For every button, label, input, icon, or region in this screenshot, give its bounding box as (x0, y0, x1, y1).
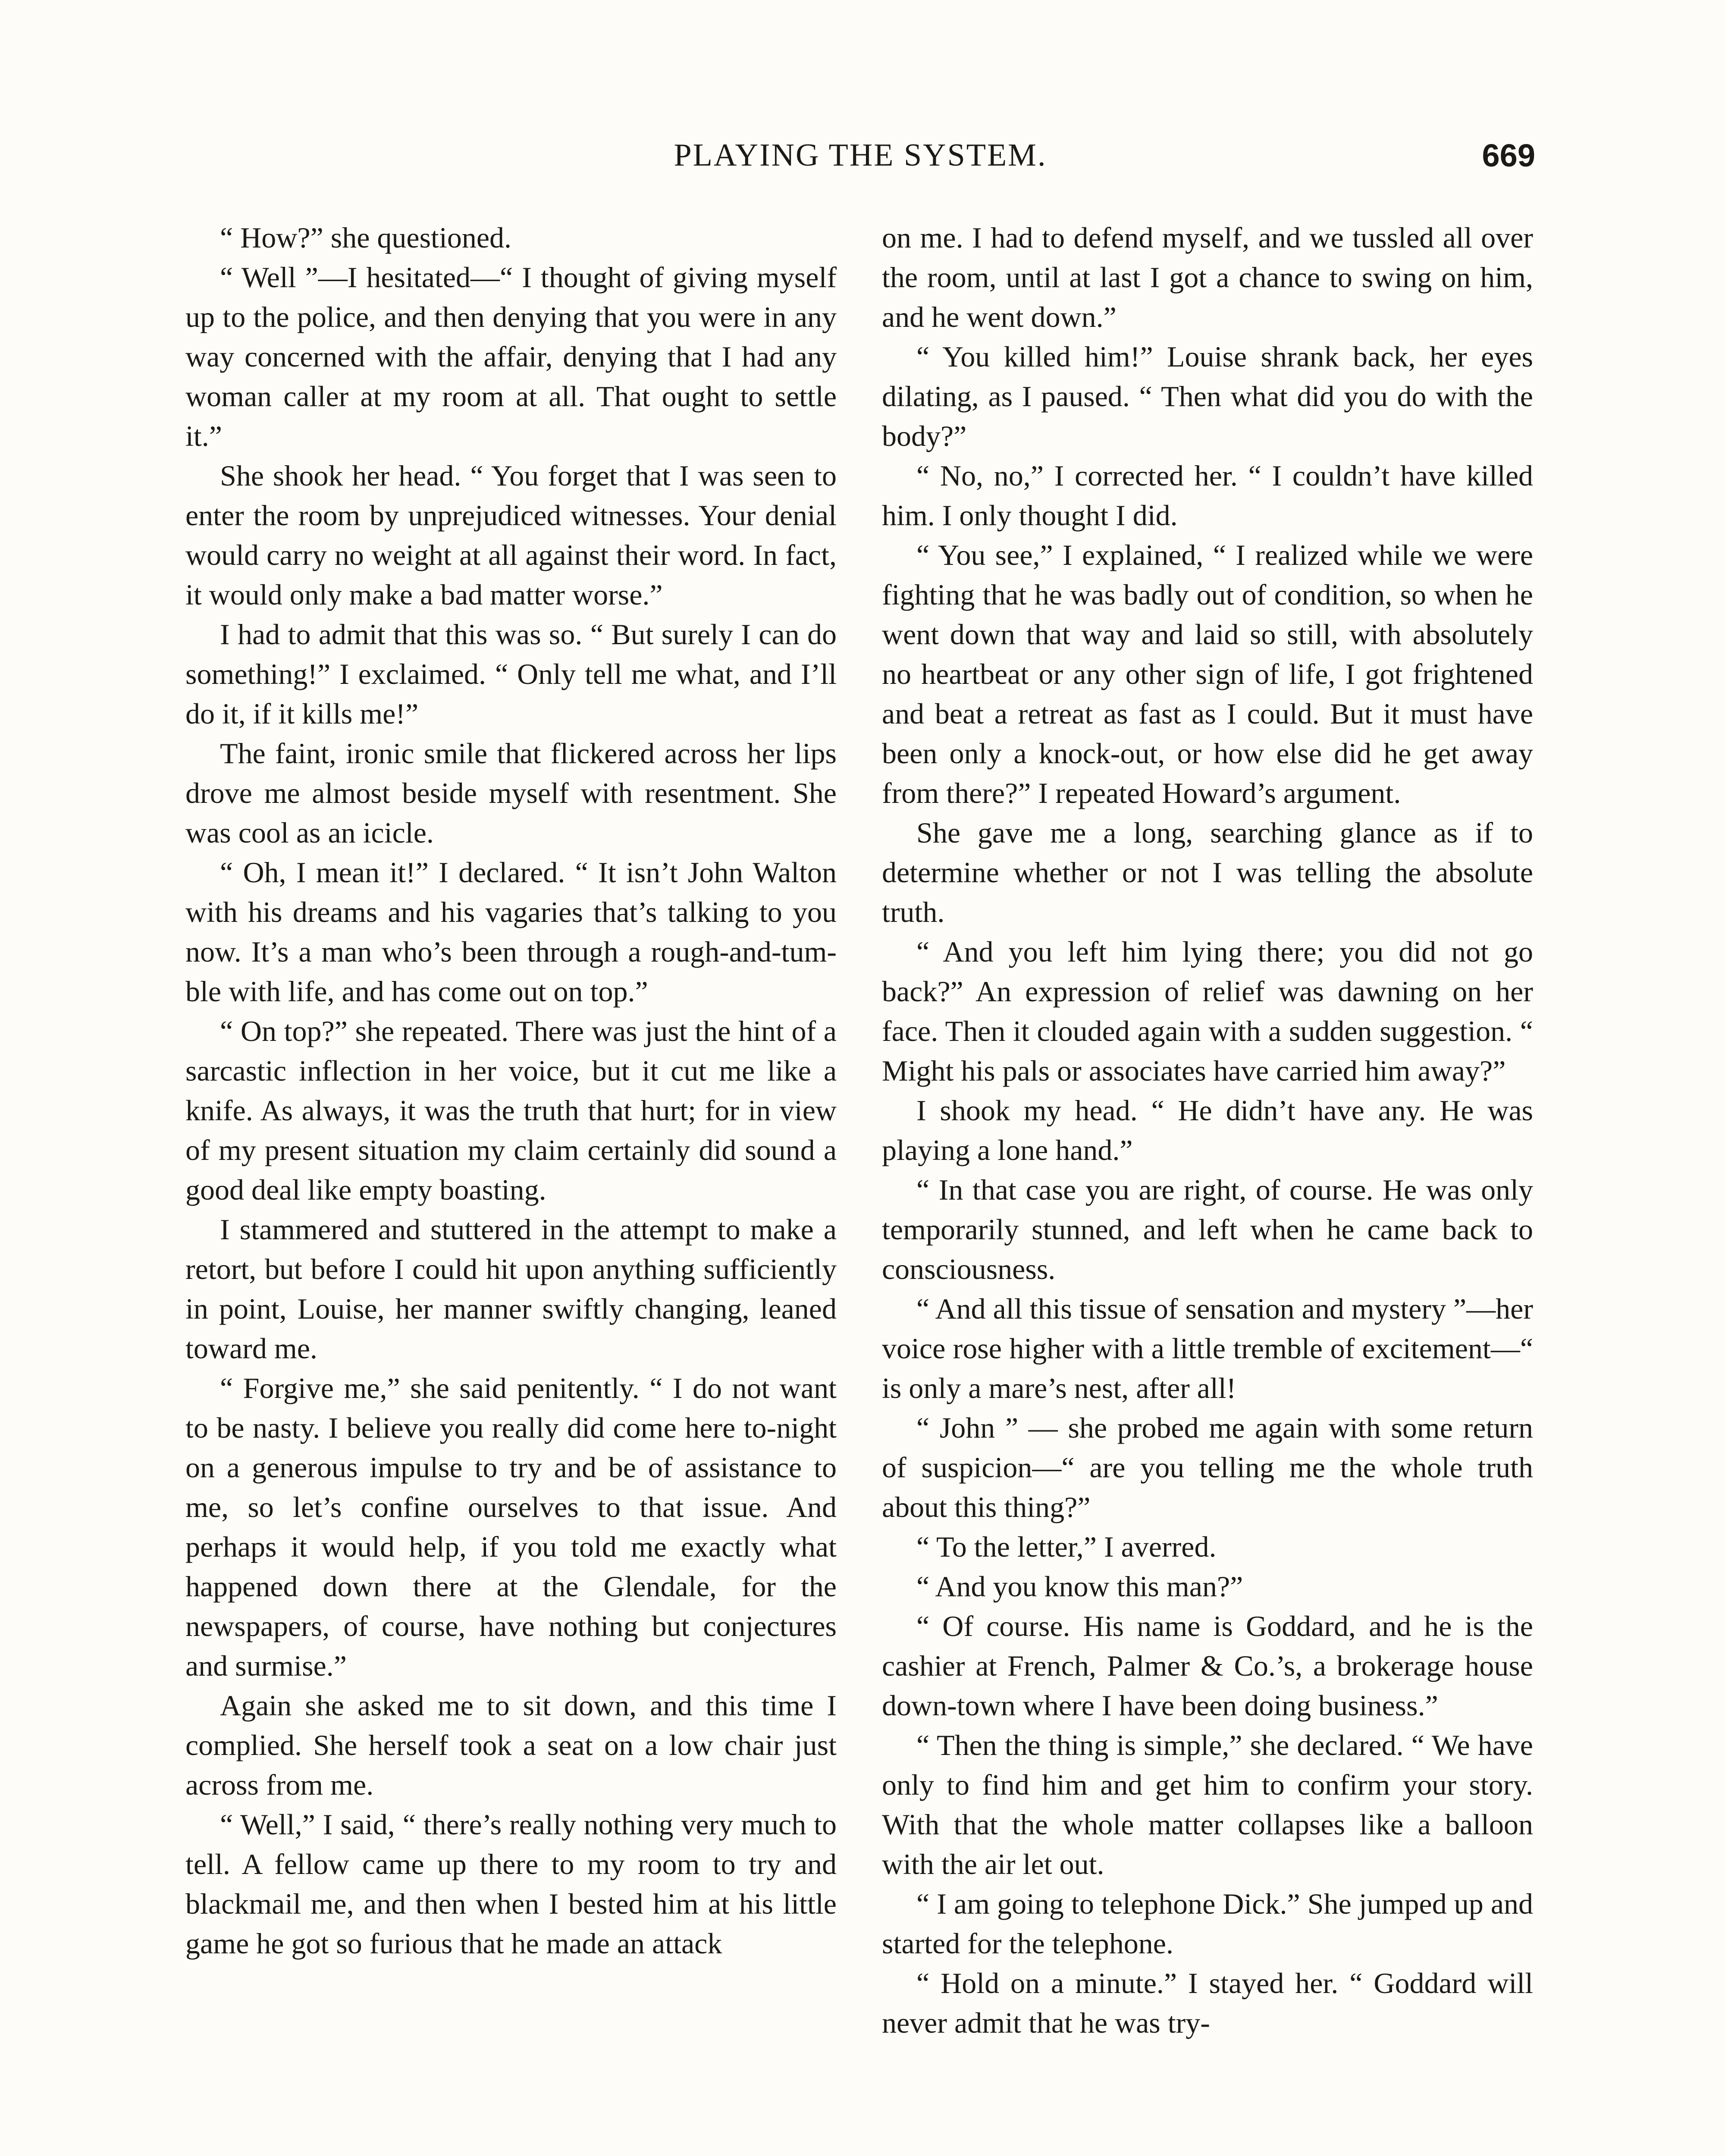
paragraph: She shook her head. “ You forget that I was seen to enter the room by unprejudiced witnesses. Your denial would carry no weight at all against their word. In fact, it would only make a bad matter worse.” (185, 459, 837, 611)
paragraph: “ In that case you are right, of course. He was only temporarily stunned, and left when he came back to consciousness. (882, 1173, 1533, 1285)
paragraph: “ No, no,” I corrected her. “ I couldn’t have killed him. I only thought I did. (882, 459, 1533, 532)
paragraph: “ Of course. His name is Goddard, and he is the cashier at French, Palmer & Co.’s, a brokerage house down-town where I have been doing business.” (882, 1610, 1533, 1722)
paragraph: “ Well ”—I hesitated—“ I thought of giving myself up to the police, and then denying that you were in any way concerned with the affair, denying that I had any woman caller at my room at all. That ought to settle it.” (185, 261, 837, 452)
paragraph: “ To the letter,” I averred. (916, 1530, 1217, 1563)
paragraph: The faint, ironic smile that flickered across her lips drove me almost beside myself with resentment. She was cool as an icicle. (185, 737, 837, 849)
paragraph: “ And you know this man?” (916, 1570, 1243, 1603)
right-column (882, 218, 1533, 2156)
left-column (185, 218, 837, 2156)
paragraph: “ You see,” I explained, “ I realized while we were fighting that he was badly out of condition, so when he went down that way and laid so still, with absolutely no heartbeat or any other sign of life, I got frightened and beat a retreat as fast as I could. But it must have been only a knock-out, or how else did he get away from there?” I repeated Howard’s argument. (882, 539, 1533, 809)
paragraph: “ And you left him lying there; you did not go back?” An expression of relief was dawning on her face. Then it clouded again with a sudden suggestion. “ Might his pals or associates have carried him away?” (882, 935, 1533, 1087)
paragraph: “ Hold on a minute.” I stayed her. “ Goddard will never admit that he was try- (882, 1967, 1533, 2039)
paragraph: “ Well,” I said, “ there’s really nothing very much to tell. A fellow came up there to my room to try and blackmail me, and then when I bested him at his little game he got so furious that he made an attack (185, 1808, 837, 1960)
paragraph: She gave me a long, searching glance as if to determine whether or not I was telling the absolute truth. (882, 816, 1533, 928)
paragraph-continued: on me. I had to defend myself, and we tussled all over the room, until at last I got a chance to swing on him, and he went down.” (882, 221, 1533, 333)
page-number: 669 (1482, 138, 1535, 173)
paragraph: “ And all this tissue of sensation and mystery ”—her voice rose higher with a little tremble of excitement—“ is only a mare’s nest, after all! (882, 1292, 1533, 1404)
paragraph: “ I am going to telephone Dick.” She jumped up and started for the telephone. (882, 1887, 1533, 1960)
paragraph: “ Then the thing is simple,” she declared. “ We have only to find him and get him to confirm your story. With that the whole matter collapses like a balloon with the air let out. (882, 1729, 1533, 1880)
paragraph: “ You killed him!” Louise shrank back, her eyes dilating, as I paused. “ Then what did you do with the body?” (882, 340, 1533, 452)
paragraph: I stammered and stuttered in the attempt to make a retort, but before I could hit upon anything sufficiently in point, Louise, her manner swiftly changing, leaned toward me. (185, 1213, 837, 1365)
paragraph: “ How?” she questioned. (220, 221, 512, 254)
paragraph: I shook my head. “ He didn’t have any. He was playing a lone hand.” (882, 1094, 1533, 1166)
paragraph: Again she asked me to sit down, and this time I complied. She herself took a seat on a low chair just across from me. (185, 1689, 837, 1801)
running-title: PLAYING THE SYSTEM. (674, 138, 1047, 173)
paragraph: “ Oh, I mean it!” I declared. “ It isn’t John Walton with his dreams and his vagaries that’s talking to you now. It’s a man who’s been through a rough-and-tumble with life, and has come out on top.” (185, 856, 837, 1008)
page-header (185, 137, 1535, 185)
paragraph: “ On top?” she repeated. There was just the hint of a sarcastic inflection in her voice, but it cut me like a knife. As always, it was the truth that hurt; for in view of my present situation my claim certainly did sound a good deal like empty boasting. (185, 1015, 837, 1206)
paragraph: I had to admit that this was so. “ But surely I can do something!” I exclaimed. “ Only tell me what, and I’ll do it, if it kills me!” (185, 618, 837, 730)
paragraph: “ John ” — she probed me again with some return of suspicion—“ are you telling me the whole truth about this thing?” (882, 1411, 1533, 1523)
paragraph: “ Forgive me,” she said penitently. “ I do not want to be nasty. I believe you really did come here to-night on a generous impulse to try and be of assistance to me, so let’s confine ourselves to that issue. And perhaps it would help, if you told me exactly what happened down there at the Glendale, for the newspapers, of course, have nothing but conjectures and surmise.” (185, 1372, 837, 1682)
